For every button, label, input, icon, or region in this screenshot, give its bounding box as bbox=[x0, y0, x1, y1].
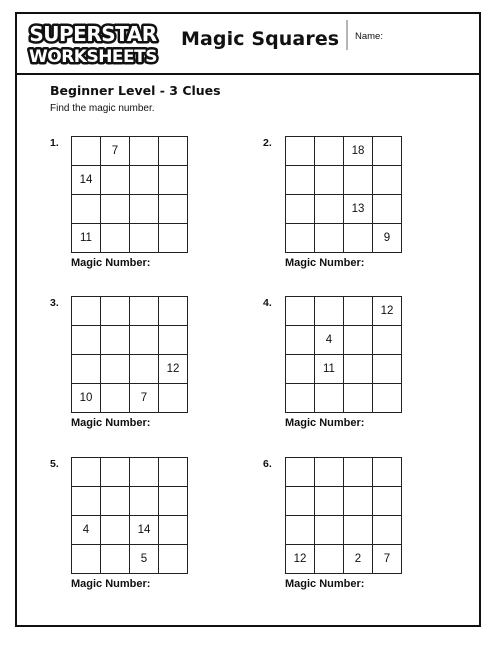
grid-cell[interactable] bbox=[72, 326, 101, 355]
grid-cell[interactable] bbox=[130, 195, 159, 224]
grid-row bbox=[286, 166, 402, 195]
grid-cell[interactable] bbox=[159, 384, 188, 413]
grid-cell[interactable] bbox=[101, 326, 130, 355]
name-label: Name: bbox=[355, 31, 383, 42]
level-heading: Beginner Level - 3 Clues bbox=[50, 83, 221, 98]
grid-cell[interactable] bbox=[344, 166, 373, 195]
grid-cell[interactable] bbox=[159, 137, 188, 166]
superstar-worksheets-logo bbox=[22, 21, 165, 67]
grid-cell[interactable] bbox=[130, 326, 159, 355]
grid-cell[interactable]: 4 bbox=[72, 516, 101, 545]
grid-cell[interactable] bbox=[72, 297, 101, 326]
problem-number: 1. bbox=[50, 137, 59, 149]
grid-cell[interactable]: 9 bbox=[373, 224, 402, 253]
magic-number-label: Magic Number: bbox=[285, 578, 365, 590]
grid-cell[interactable] bbox=[101, 487, 130, 516]
grid-cell[interactable] bbox=[373, 487, 402, 516]
grid-cell[interactable] bbox=[286, 516, 315, 545]
grid-row bbox=[72, 297, 188, 326]
grid-row bbox=[72, 166, 188, 195]
grid-cell[interactable]: 11 bbox=[315, 355, 344, 384]
problem-number: 2. bbox=[263, 137, 272, 149]
name-divider bbox=[346, 20, 348, 50]
grid-cell[interactable] bbox=[72, 195, 101, 224]
grid-cell[interactable]: 12 bbox=[286, 545, 315, 574]
grid-row bbox=[72, 137, 188, 166]
grid-row bbox=[72, 355, 188, 384]
grid-row bbox=[286, 458, 402, 487]
grid-cell[interactable] bbox=[315, 487, 344, 516]
grid-cell[interactable] bbox=[373, 384, 402, 413]
grid-cell[interactable]: 2 bbox=[344, 545, 373, 574]
grid-cell[interactable] bbox=[130, 458, 159, 487]
grid-row bbox=[72, 458, 188, 487]
grid-row bbox=[286, 224, 402, 253]
grid-cell[interactable] bbox=[286, 224, 315, 253]
grid-cell[interactable] bbox=[344, 458, 373, 487]
magic-number-label: Magic Number: bbox=[285, 257, 365, 269]
grid-row bbox=[286, 516, 402, 545]
grid-cell[interactable] bbox=[315, 166, 344, 195]
grid-cell[interactable] bbox=[373, 195, 402, 224]
grid-cell[interactable] bbox=[286, 458, 315, 487]
logo-line-1: SUPERSTAR bbox=[29, 22, 157, 46]
grid-cell[interactable] bbox=[286, 326, 315, 355]
grid-row bbox=[286, 487, 402, 516]
problem-number: 4. bbox=[263, 297, 272, 309]
grid-cell[interactable] bbox=[130, 355, 159, 384]
grid-cell[interactable] bbox=[159, 458, 188, 487]
worksheet-title: Magic Squares bbox=[181, 28, 340, 50]
grid-cell[interactable] bbox=[315, 297, 344, 326]
grid-cell[interactable] bbox=[130, 137, 159, 166]
magic-number-label: Magic Number: bbox=[71, 578, 151, 590]
grid-cell[interactable] bbox=[72, 545, 101, 574]
grid-row bbox=[72, 487, 188, 516]
grid-row bbox=[286, 355, 402, 384]
grid-cell[interactable] bbox=[315, 384, 344, 413]
grid-cell[interactable] bbox=[344, 224, 373, 253]
grid-cell[interactable] bbox=[286, 487, 315, 516]
grid-cell[interactable] bbox=[315, 195, 344, 224]
grid-cell[interactable]: 13 bbox=[344, 195, 373, 224]
grid-cell[interactable] bbox=[344, 384, 373, 413]
grid-cell[interactable] bbox=[373, 458, 402, 487]
magic-square-grid bbox=[71, 136, 188, 253]
magic-square-grid bbox=[285, 296, 402, 413]
logo-line-2: WORKSHEETS bbox=[28, 47, 158, 67]
grid-cell[interactable] bbox=[159, 195, 188, 224]
grid-cell[interactable] bbox=[315, 516, 344, 545]
grid-cell[interactable] bbox=[72, 355, 101, 384]
grid-cell[interactable] bbox=[344, 516, 373, 545]
grid-cell[interactable] bbox=[101, 384, 130, 413]
grid-cell[interactable] bbox=[159, 166, 188, 195]
grid-cell[interactable] bbox=[373, 516, 402, 545]
grid-cell[interactable] bbox=[72, 458, 101, 487]
grid-cell[interactable] bbox=[159, 487, 188, 516]
grid-cell[interactable] bbox=[373, 166, 402, 195]
grid-cell[interactable] bbox=[72, 137, 101, 166]
grid-cell[interactable]: 18 bbox=[344, 137, 373, 166]
grid-row bbox=[286, 195, 402, 224]
grid-cell[interactable] bbox=[344, 355, 373, 384]
grid-cell[interactable] bbox=[101, 545, 130, 574]
grid-row bbox=[72, 516, 188, 545]
grid-cell[interactable]: 12 bbox=[159, 355, 188, 384]
grid-cell[interactable] bbox=[286, 297, 315, 326]
grid-cell[interactable] bbox=[344, 326, 373, 355]
grid-cell[interactable] bbox=[130, 297, 159, 326]
magic-square-grid bbox=[285, 136, 402, 253]
grid-cell[interactable] bbox=[101, 224, 130, 253]
grid-row bbox=[72, 545, 188, 574]
grid-cell[interactable] bbox=[373, 326, 402, 355]
magic-number-label: Magic Number: bbox=[285, 417, 365, 429]
grid-cell[interactable] bbox=[286, 384, 315, 413]
problem-number: 3. bbox=[50, 297, 59, 309]
grid-cell[interactable] bbox=[315, 545, 344, 574]
grid-cell[interactable] bbox=[286, 137, 315, 166]
grid-cell[interactable] bbox=[130, 224, 159, 253]
grid-cell[interactable] bbox=[72, 487, 101, 516]
grid-cell[interactable]: 5 bbox=[130, 545, 159, 574]
grid-cell[interactable]: 7 bbox=[373, 545, 402, 574]
grid-cell[interactable] bbox=[101, 458, 130, 487]
grid-cell[interactable] bbox=[101, 516, 130, 545]
grid-row bbox=[72, 224, 188, 253]
grid-cell[interactable] bbox=[286, 355, 315, 384]
grid-cell[interactable]: 14 bbox=[130, 516, 159, 545]
grid-cell[interactable]: 10 bbox=[72, 384, 101, 413]
grid-cell[interactable] bbox=[344, 487, 373, 516]
problem-number: 5. bbox=[50, 458, 59, 470]
grid-cell[interactable] bbox=[373, 355, 402, 384]
grid-cell[interactable] bbox=[373, 137, 402, 166]
header-divider bbox=[15, 73, 481, 75]
grid-cell[interactable] bbox=[315, 137, 344, 166]
grid-row bbox=[286, 545, 402, 574]
grid-cell[interactable]: 7 bbox=[101, 137, 130, 166]
magic-square-grid bbox=[285, 457, 402, 574]
grid-cell[interactable]: 7 bbox=[130, 384, 159, 413]
grid-cell[interactable] bbox=[159, 545, 188, 574]
magic-number-label: Magic Number: bbox=[71, 417, 151, 429]
grid-cell[interactable] bbox=[159, 224, 188, 253]
grid-cell[interactable] bbox=[130, 487, 159, 516]
grid-cell[interactable] bbox=[101, 195, 130, 224]
grid-cell[interactable] bbox=[286, 195, 315, 224]
grid-cell[interactable] bbox=[286, 166, 315, 195]
grid-cell[interactable] bbox=[159, 516, 188, 545]
grid-cell[interactable] bbox=[159, 326, 188, 355]
grid-row bbox=[72, 195, 188, 224]
instructions: Find the magic number. bbox=[50, 103, 155, 114]
grid-cell[interactable] bbox=[315, 224, 344, 253]
grid-row bbox=[286, 384, 402, 413]
grid-cell[interactable] bbox=[101, 166, 130, 195]
problem-number: 6. bbox=[263, 458, 272, 470]
grid-cell[interactable] bbox=[159, 297, 188, 326]
grid-row bbox=[286, 326, 402, 355]
grid-cell[interactable]: 4 bbox=[315, 326, 344, 355]
magic-square-grid bbox=[71, 296, 188, 413]
grid-cell[interactable] bbox=[344, 297, 373, 326]
grid-cell[interactable]: 14 bbox=[72, 166, 101, 195]
grid-row bbox=[286, 137, 402, 166]
grid-cell[interactable] bbox=[101, 355, 130, 384]
grid-row bbox=[72, 384, 188, 413]
grid-cell[interactable] bbox=[130, 166, 159, 195]
grid-row bbox=[286, 297, 402, 326]
magic-number-label: Magic Number: bbox=[71, 257, 151, 269]
grid-row bbox=[72, 326, 188, 355]
magic-square-grid bbox=[71, 457, 188, 574]
grid-cell[interactable] bbox=[315, 458, 344, 487]
grid-cell[interactable] bbox=[101, 297, 130, 326]
grid-cell[interactable]: 12 bbox=[373, 297, 402, 326]
grid-cell[interactable]: 11 bbox=[72, 224, 101, 253]
